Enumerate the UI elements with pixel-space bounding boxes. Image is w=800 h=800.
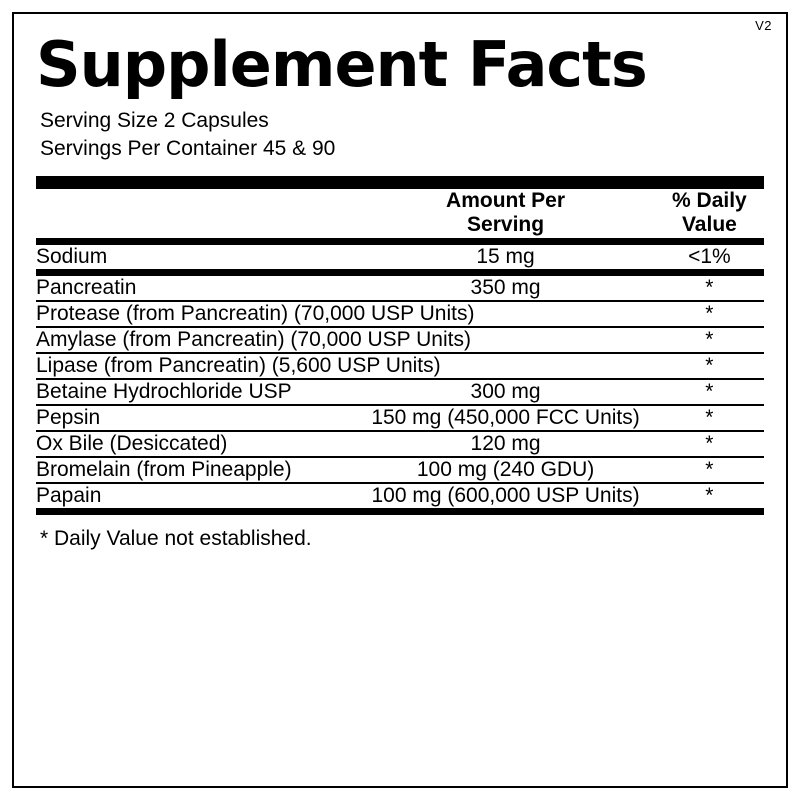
divider-thick-top (36, 176, 764, 189)
page-title: Supplement Facts (36, 28, 647, 101)
row-amount: 150 mg (450,000 FCC Units) (356, 405, 654, 431)
facts-sodium-table (36, 245, 764, 269)
row-amount: 100 mg (240 GDU) (356, 457, 654, 483)
row-name: Ox Bile (Desiccated) (36, 431, 356, 457)
row-name: Bromelain (from Pineapple) (36, 457, 356, 483)
table-row (36, 327, 764, 353)
row-daily-value: * (655, 353, 764, 379)
table-header-row (36, 189, 764, 239)
header-dv-line2: Value (681, 213, 737, 237)
row-daily-value: * (655, 405, 764, 431)
row-amount: 120 mg (356, 431, 654, 457)
divider-above-footnote (36, 508, 764, 515)
row-name: Papain (36, 484, 102, 508)
row-name: Amylase (from Pancreatin) (70,000 USP Units) (36, 327, 655, 353)
row-name: Lipase (from Pancreatin) (5,600 USP Units) (36, 353, 655, 379)
header-amount-line1: Amount Per (446, 188, 566, 212)
row-daily-value: <1% (688, 245, 731, 269)
row-name: Pancreatin (36, 276, 356, 301)
row-name: Pepsin (36, 405, 356, 431)
row-daily-value: * (655, 379, 764, 405)
serving-info (40, 107, 764, 162)
table-row (36, 483, 764, 508)
table-row (36, 245, 764, 269)
version-label: V2 (755, 18, 772, 33)
supplement-facts-panel (12, 12, 788, 788)
servings-per-container: Servings Per Container 45 & 90 (40, 136, 336, 160)
facts-main-table (36, 276, 764, 508)
row-amount: 350 mg (356, 276, 654, 301)
table-row (36, 353, 764, 379)
table-row (36, 457, 764, 483)
row-daily-value: * (655, 301, 764, 327)
table-row (36, 379, 764, 405)
divider-under-header (36, 238, 764, 245)
row-amount: 15 mg (476, 245, 535, 269)
header-nutrient (36, 189, 356, 239)
row-amount: 100 mg (600,000 USP Units) (371, 484, 640, 508)
row-amount: 300 mg (356, 379, 654, 405)
row-daily-value: * (655, 457, 764, 483)
header-daily-value (655, 189, 764, 239)
header-amount-per-serving (356, 189, 654, 239)
row-name: Sodium (36, 245, 108, 269)
footnote: * Daily Value not established. (40, 527, 312, 551)
row-daily-value: * (655, 431, 764, 457)
panel-content (36, 26, 764, 551)
divider-under-sodium (36, 269, 764, 276)
table-row (36, 405, 764, 431)
row-daily-value: * (655, 327, 764, 353)
header-dv-line1: % Daily (672, 188, 747, 212)
serving-size: Serving Size 2 Capsules (40, 109, 269, 133)
header-amount-line2: Serving (467, 213, 545, 237)
facts-header-table (36, 189, 764, 239)
table-row (36, 301, 764, 327)
row-name: Betaine Hydrochloride USP (36, 379, 356, 405)
table-row (36, 431, 764, 457)
row-daily-value: * (655, 276, 764, 301)
row-daily-value: * (705, 484, 714, 508)
table-row (36, 276, 764, 301)
row-name: Protease (from Pancreatin) (70,000 USP Units) (36, 301, 655, 327)
